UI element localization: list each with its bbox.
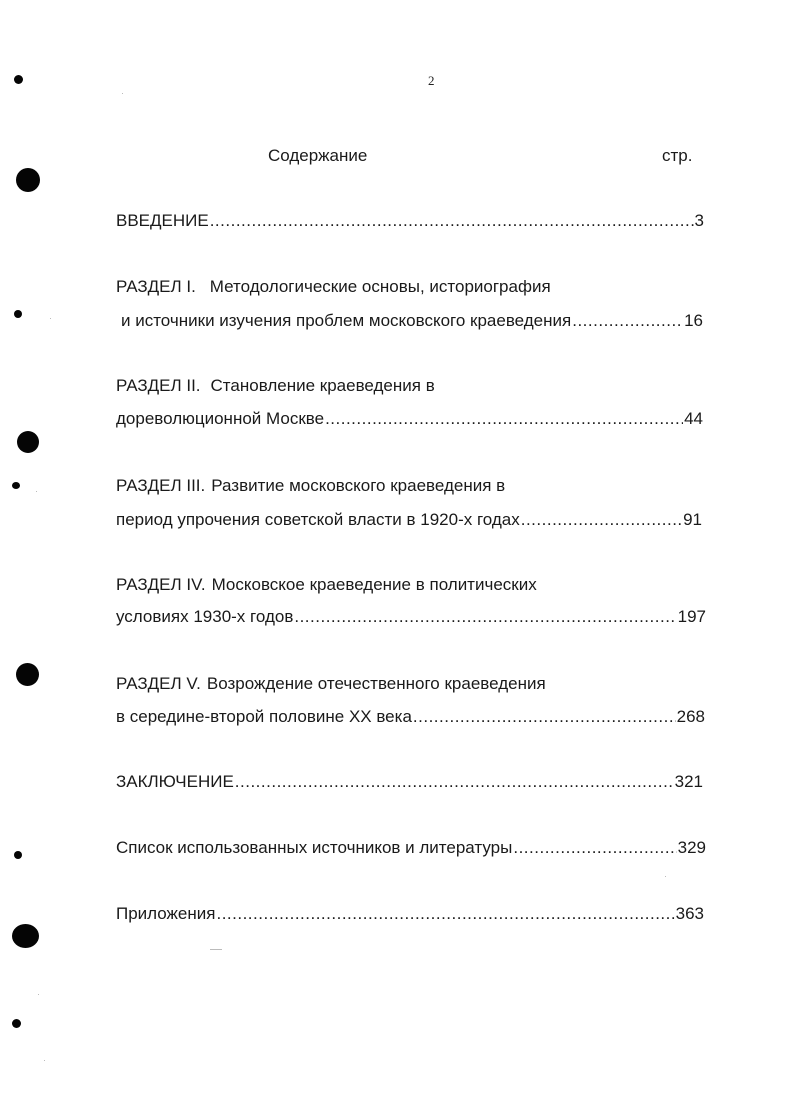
punch-hole [12,1019,21,1028]
punch-hole [17,431,39,453]
toc-entry-page: 321 [674,772,703,791]
toc-entry-section-3-line1 [116,475,704,497]
scan-speck [36,491,37,492]
toc-leader-dots [572,310,683,332]
punch-hole [14,851,22,859]
punch-hole [14,75,23,84]
toc-entry-section-3-line2 [116,509,702,531]
toc-section-label: РАЗДЕЛ III. [116,476,206,495]
toc-leader-dots [210,210,694,232]
scan-speck [44,1060,45,1061]
toc-entry-title-cont: период упрочения советской власти в 1920-х годах [116,510,520,529]
toc-leader-dots [521,509,682,531]
toc-entry-section-1-line2 [121,310,703,332]
toc-entry-page: 16 [684,311,703,330]
toc-entry-section-4-line2 [116,606,706,628]
toc-entry-title: ЗАКЛЮЧЕНИЕ [116,772,234,791]
toc-leader-dots [235,771,674,793]
toc-entry-section-2-line2 [116,408,703,430]
toc-entry-page: 197 [677,607,706,626]
toc-entry-section-4-line1 [116,574,704,596]
toc-entry-title: Приложения [116,904,216,923]
toc-entry-page: 91 [683,510,702,529]
scan-speck [665,876,666,877]
toc-entry-title: Московское краеведение в политических [211,575,537,594]
punch-hole [12,482,20,489]
punch-hole [14,310,22,318]
toc-entry-title: Становление краеведения в [210,376,435,395]
toc-entry-title-cont: в середине-второй половине XX века [116,707,412,726]
toc-entry-conclusion [116,771,703,793]
toc-entry-title: Методологические основы, историография [209,277,551,296]
punch-hole [16,663,39,686]
toc-heading: Содержание [268,146,368,165]
toc-entry-section-5-line1 [116,673,704,695]
toc-entry-title: Развитие московского краеведения в [211,476,506,495]
toc-entry-appendices [116,903,704,925]
toc-entry-title: ВВЕДЕНИЕ [116,211,209,230]
toc-leader-dots [216,903,674,925]
toc-entry-section-1-line1 [116,276,704,298]
punch-hole [16,168,40,192]
toc-entry-page: 44 [684,409,703,428]
toc-entry-page: 329 [677,838,706,857]
toc-entry-bibliography [116,837,706,859]
toc-entry-page: 3 [694,211,704,230]
toc-section-label: РАЗДЕЛ I. [116,277,196,296]
page-number: 2 [428,73,435,88]
scan-speck [50,318,51,319]
toc-leader-dots [294,606,676,628]
toc-entry-page: 268 [676,707,705,726]
toc-entry-title-cont: дореволюционной Москве [116,409,325,428]
toc-entry-section-2-line1 [116,375,704,397]
toc-section-label: РАЗДЕЛ II. [116,376,201,395]
toc-page-column-label: стр. [662,146,693,165]
toc-entry-page: 363 [675,904,704,923]
scan-speck [122,93,123,94]
toc-entry-introduction [116,210,704,232]
scan-speck [210,949,222,950]
toc-entry-section-5-line2 [116,706,705,728]
scan-speck [38,994,39,995]
toc-entry-title-cont: и источники изучения проблем московского краеведения [121,311,572,330]
toc-leader-dots [413,706,676,728]
punch-hole [12,924,39,948]
toc-section-label: РАЗДЕЛ IV. [116,575,206,594]
toc-leader-dots [513,837,676,859]
toc-entry-title-cont: условиях 1930-х годов [116,607,294,626]
toc-entry-title: Список использованных источников и литературы [116,838,513,857]
toc-entry-title: Возрождение отечественного краеведения [206,674,546,693]
toc-leader-dots [325,408,683,430]
toc-section-label: РАЗДЕЛ V. [116,674,201,693]
